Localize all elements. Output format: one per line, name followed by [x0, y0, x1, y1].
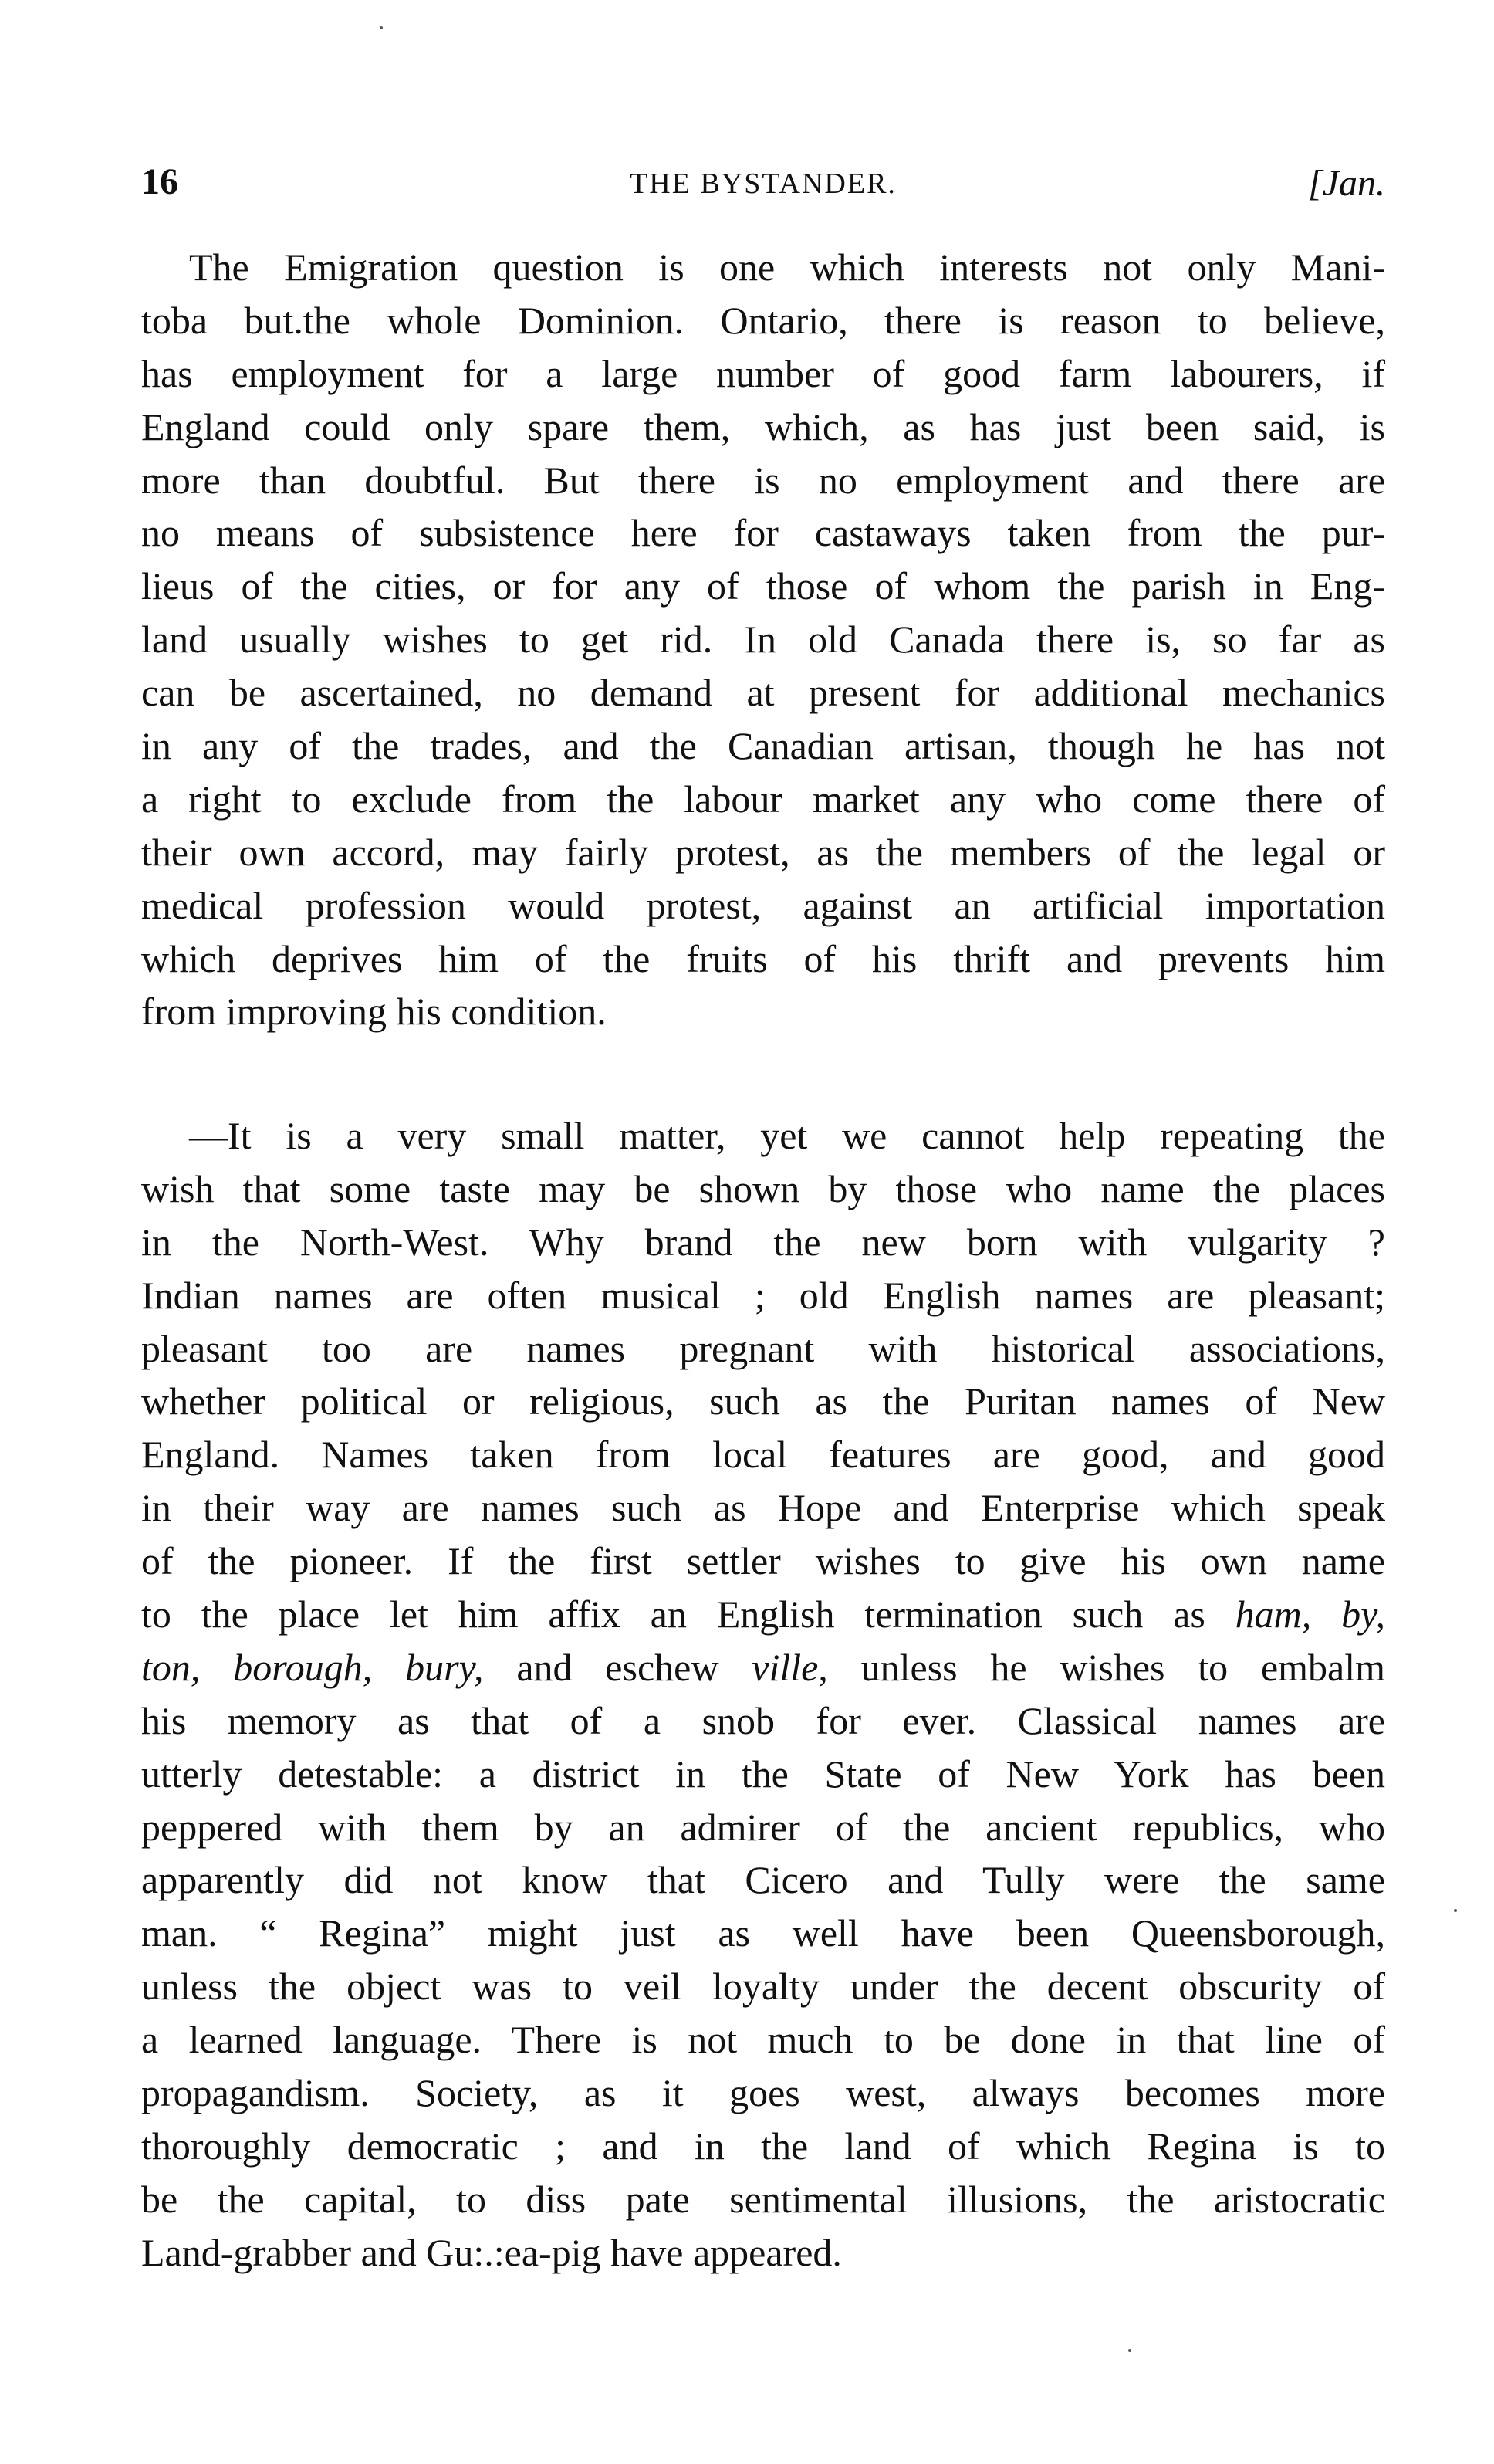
text-line: which deprives him of the fruits of his thrift and prevents him	[141, 936, 1385, 980]
text-line: apparently did not know that Cicero and Tully were the same	[141, 1858, 1385, 1902]
italic-suffix: ton,	[141, 1645, 201, 1689]
text-line: to the place let him affix an English termination such as ham, by,	[141, 1592, 1386, 1636]
text-line: utterly detestable: a district in the State of New York has been	[141, 1752, 1385, 1796]
running-title: THE BYSTANDER.	[630, 168, 897, 200]
text-line: pleasant too are names pregnant with historical associations,	[141, 1326, 1385, 1370]
italic-suffix: borough,	[233, 1645, 373, 1689]
text-line: England. Names taken from local features are good, and good	[141, 1433, 1385, 1477]
text-line: land usually wishes to get rid. In old Canada there is, so far as	[141, 618, 1385, 662]
text-line: Land-grabber and Gu:.:ea-pig have appeared.	[141, 2230, 842, 2274]
text-line: his memory as that of a snob for ever. Classical names are	[141, 1698, 1385, 1742]
running-head	[141, 161, 1385, 215]
italic-suffix: bury,	[405, 1645, 484, 1689]
text-line: man. “ Regina” might just as well have been Queensborough,	[141, 1911, 1385, 1955]
text-line: thoroughly democratic ; and in the land of which Regina is to	[141, 2124, 1385, 2168]
text-line: —It is a very small matter, yet we cannot help repeating the	[189, 1114, 1385, 1157]
running-date: [Jan.	[1308, 163, 1385, 204]
text-line: of the pioneer. If the first settler wishes to give his own name	[141, 1539, 1385, 1583]
paragraph-place-names	[141, 1109, 1385, 2280]
text-line: The Emigration question is one which interests not only Mani-	[189, 245, 1385, 289]
page-number: 16	[141, 161, 178, 202]
text-line: their own accord, may fairly protest, as the members of the legal or	[141, 830, 1385, 874]
text-line: more than doubtful. But there is no employment and there are	[141, 458, 1385, 502]
text-line: ton, borough, bury, and eschew ville, unless he wishes to embalm	[141, 1645, 1386, 1689]
print-speck	[1454, 1909, 1457, 1912]
paragraph-emigration	[141, 241, 1385, 1038]
italic-suffix: ham,	[1235, 1592, 1312, 1636]
text-line: England could only spare them, which, as has just been said, is	[141, 404, 1385, 448]
text-line: from improving his condition.	[141, 990, 607, 1034]
text-line: wish that some taste may be shown by those who name the places	[141, 1166, 1385, 1210]
text-line: has employment for a large number of good farm labourers, if	[141, 351, 1385, 395]
print-speck	[380, 26, 383, 29]
text-line: toba but.the whole Dominion. Ontario, there is reason to believe,	[141, 298, 1385, 342]
text-line: medical profession would protest, against an artificial importation	[141, 883, 1385, 927]
text-line: Indian names are often musical ; old English names are pleasant;	[141, 1273, 1385, 1317]
text-line: in any of the trades, and the Canadian artisan, though he has not	[141, 724, 1385, 768]
text-line: lieus of the cities, or for any of those of whom the parish in Eng-	[141, 564, 1385, 608]
print-speck	[1128, 2349, 1131, 2352]
text-line: peppered with them by an admirer of the ancient republics, who	[141, 1805, 1385, 1849]
text-line: in their way are names such as Hope and Enterprise which speak	[141, 1486, 1385, 1530]
text-line: a right to exclude from the labour market any who come there of	[141, 777, 1385, 821]
text-line: unless the object was to veil loyalty under the decent obscurity of	[141, 1965, 1385, 2009]
text-line: whether political or religious, such as the Puritan names of New	[141, 1379, 1385, 1423]
text-line: no means of subsistence here for castaways taken from the pur-	[141, 511, 1385, 555]
italic-suffix: ville,	[752, 1645, 828, 1689]
text-line: be the capital, to diss pate sentimental illusions, the aristocratic	[141, 2177, 1385, 2221]
text-line: a learned language. There is not much to be done in that line of	[141, 2018, 1385, 2062]
italic-suffix: by,	[1341, 1592, 1386, 1636]
text-line: propagandism. Society, as it goes west, always becomes more	[141, 2071, 1385, 2115]
text-line: in the North-West. Why brand the new born with vulgarity ?	[141, 1220, 1385, 1264]
text-line: can be ascertained, no demand at present for additional mechanics	[141, 671, 1385, 715]
